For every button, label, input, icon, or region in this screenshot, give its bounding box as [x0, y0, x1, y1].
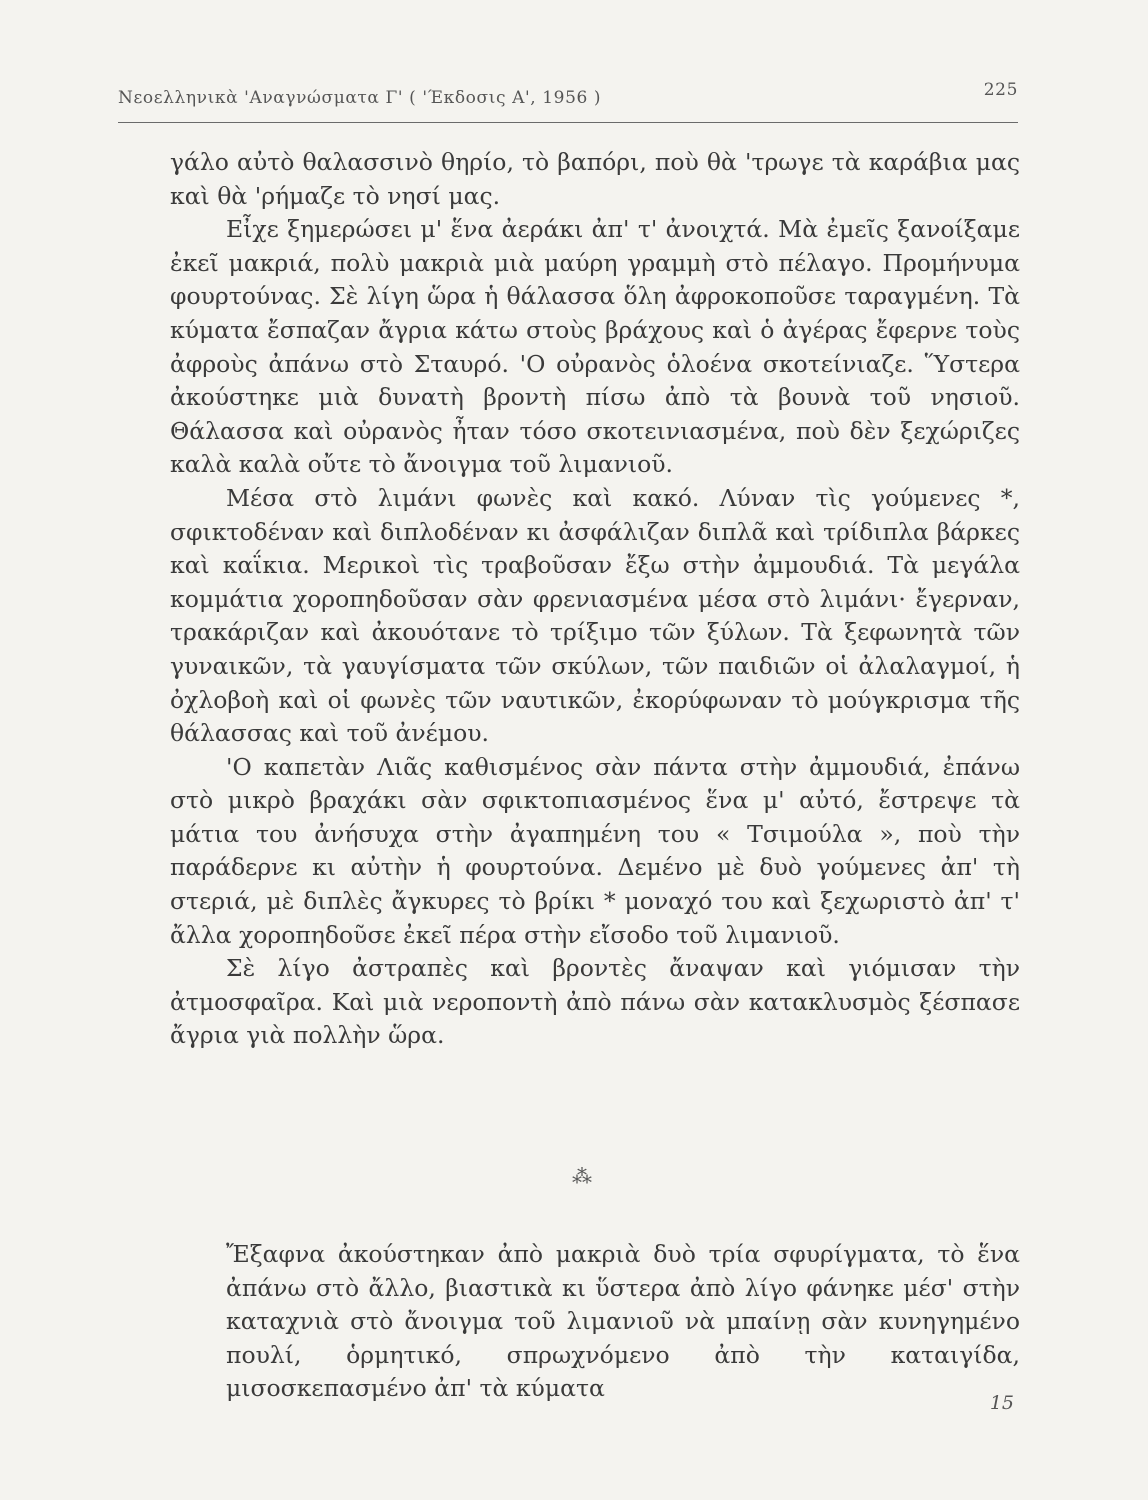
header-rule	[118, 122, 1018, 123]
header-title: Νεοελληνικὰ 'Αναγνώσματα Γ' ( 'Έκδοσις Α', 1956 )	[118, 88, 602, 108]
running-header	[118, 80, 1018, 114]
paragraph-harbor-chaos: Μέσα στὸ λιμάνι φωνὲς καὶ κακό. Λύναν τὶς γούμενες *, σφικτοδέναν καὶ διπλοδέναν κι ἀσφάλιζαν διπλᾶ καὶ τρίδιπλα βάρκες καὶ καΐκια. Μερικοὶ τὶς τραβοῦσαν ἔξω στὴν ἀμμουδιά. Τὰ μεγάλα κομμάτια χοροπηδοῦσαν σὰν φρενιασμένα μέσα στὸ λιμάνι· ἔγερναν, τρακάριζαν καὶ ἀκουότανε τὸ τρίξιμο τῶν ξύλων. Τὰ ξεφωνητὰ τῶν γυναικῶν, τὰ γαυγίσματα τῶν σκύλων, τῶν παιδιῶν οἱ ἀλαλαγμοί, ἡ ὀχλοβοὴ καὶ οἱ φωνὲς τῶν ναυτικῶν, ἐκορύφωναν τὸ μούγκρισμα τῆς θάλασσας καὶ τοῦ ἀνέμου.	[170, 483, 1020, 748]
paragraph-storm-omen: Εἶχε ξημερώσει μ' ἕνα ἀεράκι ἀπ' τ' ἀνοιχτά. Μὰ ἐμεῖς ξανοίξαμε ἐκεῖ μακριά, πολὺ μακριὰ μιὰ μαύρη γραμμὴ στὸ πέλαγο. Προμήνυμα φουρτούνας. Σὲ λίγη ὥρα ἡ θάλασσα ὅλη ἀφροκοποῦσε ταραγμένη. Τὰ κύματα ἔσπαζαν ἄγρια κάτω στοὺς βράχους καὶ ὁ ἀγέρας ἔφερνε τοὺς ἀφροὺς ἀπάνω στὸ Σταυρό. 'Ο οὐρανὸς ὁλοένα σκοτείνιαζε. Ὕστερα ἀκούστηκε μιὰ δυνατὴ βροντὴ πίσω ἀπὸ τὰ βουνὰ τοῦ νησιοῦ. Θάλασσα καὶ οὐρανὸς ἦταν τόσο σκοτεινιασμένα, ποὺ δὲν ξεχώριζες καλὰ καλὰ οὔτε τὸ ἄνοιγμα τοῦ λιμανιοῦ.	[170, 215, 1020, 479]
page-number: 225	[983, 80, 1018, 100]
paragraph-captain-lias: 'Ο καπετὰν Λιᾶς καθισμένος σὰν πάντα στὴν ἀμμουδιά, ἐπάνω στὸ μικρὸ βραχάκι σὰν σφικτοπιασμένος ἕνα μ' αὐτό, ἔστρεψε τὰ μάτια του ἀνήσυχα στὴν ἀγαπημένη του « Τσιμούλα », ποὺ τὴν παράδερνε κι αὐτὴν ἡ φουρτούνα. Δεμένο μὲ δυὸ γούμενες ἀπ' τὴ στεριά, μὲ διπλὲς ἄγκυρες τὸ βρίκι * μοναχό του καὶ ξεχωριστὸ ἀπ' τ' ἄλλα χοροπηδοῦσε ἐκεῖ πέρα στὴν εἴσοδο τοῦ λιμανιοῦ.	[170, 752, 1020, 949]
final-text	[226, 1238, 1020, 1406]
sheet-number: 15	[989, 1392, 1014, 1414]
paragraph-continuation: γάλο αὐτὸ θαλασσινὸ θηρίο, τὸ βαπόρι, ποὺ θὰ 'τρωγε τὰ καράβια μας καὶ θὰ 'ρήμαζε τὸ νησί μας.	[170, 148, 1020, 210]
paragraph-downpour: Σὲ λίγο ἀστραπὲς καὶ βροντὲς ἄναψαν καὶ γιόμισαν τὴν ἀτμοσφαῖρα. Καὶ μιὰ νεροποντὴ ἀπὸ πάνω σὰν κατακλυσμὸς ξέσπασε ἄγρια γιὰ πολλὴν ὥρα.	[170, 954, 1020, 1050]
section-break-asterism: ⁂	[572, 1164, 592, 1188]
main-text	[170, 146, 1020, 1053]
paragraph-whistles: Ἔξαφνα ἀκούστηκαν ἀπὸ μακριὰ δυὸ τρία σφυρίγματα, τὸ ἕνα ἀπάνω στὸ ἄλλο, βιαστικὰ κι ὕστερα ἀπὸ λίγο φάνηκε μέσ' στὴν καταχνιὰ στὸ ἄνοιγμα τοῦ λιμανιοῦ νὰ μπαίνῃ σὰν κυνηγημένο πουλί, ὁρμητικό, σπρωχνόμενο ἀπὸ τὴν καταιγίδα, μισοσκεπασμένο ἀπ' τὰ κύματα	[226, 1240, 1020, 1403]
